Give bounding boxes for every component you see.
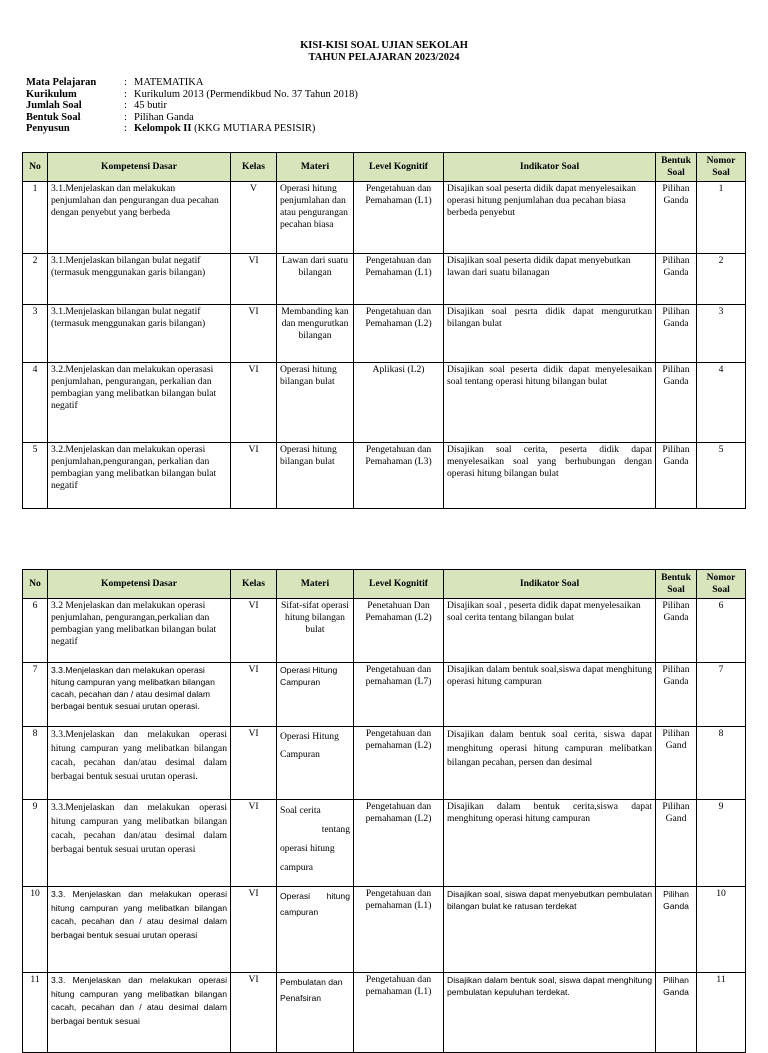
cell-bentuk: Pilihan Gand <box>656 727 697 800</box>
cell-materi: Sifat-sifat operasi hitung bilangan bulat <box>277 599 354 663</box>
cell-kelas: VI <box>231 254 277 305</box>
table-row <box>23 887 746 973</box>
kisi-kisi-table-2 <box>22 569 746 1053</box>
cell-kelas: VI <box>231 800 277 887</box>
cell-level: Pengetahuan dan pemahaman (L1) <box>354 887 444 973</box>
cell-kelas: VI <box>231 973 277 1053</box>
materi-line: tentang <box>321 824 350 835</box>
cell-kd: 3.3.Menjelaskan dan melakukan operasi hitung campuran yang melibatkan bilangan cacah, pecahan dan / atau desimal dalam berbagai bentuk sesuai urutan operasi. <box>48 663 231 727</box>
cell-level: Pengetahuan dan pemahaman (L2) <box>354 727 444 800</box>
column-header: No <box>23 153 48 182</box>
cell-indikator: Disajikan soal cerita, peserta didik dapat menyelesaikan soal yang berhubungan dengan operasi hitung bilangan bulat <box>444 443 656 509</box>
meta-row <box>26 89 358 101</box>
cell-indikator: Disajikan soal, siswa dapat menyebutkan pembulatan bilangan bulat ke ratusan terdekat <box>444 887 656 973</box>
column-header: Level Kognitif <box>354 570 444 599</box>
document-title: KISI-KISI SOAL UJIAN SEKOLAH <box>300 40 468 51</box>
cell-nomor: 8 <box>697 727 746 800</box>
meta-row <box>26 123 358 135</box>
cell-nomor: 2 <box>697 254 746 305</box>
table-row <box>23 254 746 305</box>
column-header: Level Kognitif <box>354 153 444 182</box>
cell-no: 10 <box>23 887 48 973</box>
kisi-kisi-table-1 <box>22 152 746 509</box>
cell-bentuk: Pilihan Ganda <box>656 973 697 1053</box>
meta-value: 45 butir <box>134 100 167 111</box>
cell-level: Pengetahuan dan Pemahaman (L2) <box>354 305 444 363</box>
table-row <box>23 305 746 363</box>
cell-no: 7 <box>23 663 48 727</box>
meta-value-bold: Kelompok II <box>134 123 192 134</box>
cell-materi: Operasi hitung campuran <box>277 887 354 973</box>
cell-bentuk: Pilihan Ganda <box>656 182 697 254</box>
cell-kelas: VI <box>231 443 277 509</box>
document-subtitle: TAHUN PELAJARAN 2023/2024 <box>308 52 460 63</box>
meta-sep: : <box>124 77 127 88</box>
cell-no: 8 <box>23 727 48 800</box>
cell-indikator: Disajikan soal pesrta didik dapat mengurutkan bilangan bulat <box>444 305 656 363</box>
table-row <box>23 182 746 254</box>
meta-value: Kurikulum 2013 (Permendikbud No. 37 Tahun 2018) <box>134 88 358 100</box>
meta-row <box>26 112 358 124</box>
cell-kelas: VI <box>231 599 277 663</box>
materi-line: Soal cerita <box>280 805 321 816</box>
cell-materi: Membanding kan dan mengurutkan bilangan <box>277 305 354 363</box>
cell-nomor: 7 <box>697 663 746 727</box>
column-header: Kompetensi Dasar <box>48 570 231 599</box>
cell-nomor: 5 <box>697 443 746 509</box>
cell-nomor: 10 <box>697 887 746 973</box>
cell-kd: 3.2.Menjelaskan dan melakukan operasasi penjumlahan, pengurangan, perkalian dan pembagian yang melibatkan bilangan bulat negatif <box>48 363 231 443</box>
table-header-row <box>23 153 746 182</box>
cell-kelas: VI <box>231 663 277 727</box>
cell-bentuk: Pilihan Ganda <box>656 254 697 305</box>
cell-level: Pengetahuan dan pemahaman (L7) <box>354 663 444 727</box>
meta-label: Jumlah Soal <box>26 100 82 111</box>
cell-nomor: 3 <box>697 305 746 363</box>
cell-kelas: V <box>231 182 277 254</box>
cell-kd: 3.3.Menjelaskan dan melakukan operasi hitung campuran yang melibatkan bilangan cacah, pecahan dan/atau desimal dalam berbagai bentuk sesuai urutan operasi <box>48 800 231 887</box>
cell-level: Penetahuan Dan Pemahaman (L2) <box>354 599 444 663</box>
meta-value <box>134 123 315 135</box>
cell-nomor: 11 <box>697 973 746 1053</box>
meta-value-rest: (KKG MUTIARA PESISIR) <box>191 123 316 134</box>
column-header: Bentuk Soal <box>656 570 697 599</box>
cell-materi: Lawan dari suatu bilangan <box>277 254 354 305</box>
cell-nomor: 9 <box>697 800 746 887</box>
cell-indikator: Disajikan dalam bentuk soal cerita, siswa dapat menghitung operasi hitung campuran melibatkan bilangan pecahan, persen dan desimal <box>444 727 656 800</box>
materi-line: operasi hitung <box>280 843 335 854</box>
cell-nomor: 4 <box>697 363 746 443</box>
column-header: Materi <box>277 570 354 599</box>
cell-indikator: Disajikan dalam bentuk soal,siswa dapat menghitung operasi hitung campuran <box>444 663 656 727</box>
materi-line: campura <box>280 862 314 873</box>
cell-no: 4 <box>23 363 48 443</box>
cell-no: 6 <box>23 599 48 663</box>
cell-indikator: Disajikan dalam bentuk soal, siswa dapat menghitung pembulatan kepuluhan terdekat. <box>444 973 656 1053</box>
table-row <box>23 663 746 727</box>
cell-kd: 3.1.Menjelaskan dan melakukan penjumlahan dan pengurangan dua pecahan dengan penyebut yang berbeda <box>48 182 231 254</box>
column-header: Bentuk Soal <box>656 153 697 182</box>
cell-kd: 3.3. Menjelaskan dan melakukan operasi hitung campuran yang melibatkan bilangan cacah, pecahan dan / atau desimal dalam berbagai bentuk sesuai urutan operasi <box>48 887 231 973</box>
cell-materi: Operasi hitung bilangan bulat <box>277 443 354 509</box>
cell-materi: Operasi Hitung Campuran <box>277 727 354 800</box>
cell-level: Pengetahuan dan pemahaman (L2) <box>354 800 444 887</box>
cell-nomor: 1 <box>697 182 746 254</box>
table-row <box>23 363 746 443</box>
cell-materi: Pembulatan dan Penafsiran <box>277 973 354 1053</box>
cell-indikator: Disajikan soal peserta didik dapat menyebutkan lawan dari suatu bilanagan <box>444 254 656 305</box>
cell-kd: 3.2 Menjelaskan dan melakukan operasi penjumlahan, pengurangan,perkalian dan pembagian yang melibatkan bilangan bulat negatif <box>48 599 231 663</box>
cell-kd: 3.3.Menjelaskan dan melakukan operasi hitung campuran yang melibatkan bilangan cacah, pecahan dan/atau desimal dalam berbagai bentuk sesuai urutan operasi. <box>48 727 231 800</box>
cell-no: 11 <box>23 973 48 1053</box>
cell-bentuk: Pilihan Ganda <box>656 599 697 663</box>
cell-materi: Operasi Hitung Campuran <box>277 663 354 727</box>
cell-indikator: Disajikan dalam bentuk cerita,siswa dapat menghitung operasi hitung campuran <box>444 800 656 887</box>
cell-no: 5 <box>23 443 48 509</box>
cell-level: Pengetahuan dan pemahaman (L1) <box>354 973 444 1053</box>
column-header: Indikator Soal <box>444 570 656 599</box>
cell-kd: 3.3. Menjelaskan dan melakukan operasi hitung campuran yang melibatkan bilangan cacah, pecahan dan / atau desimal dalam berbagai bentuk sesuai <box>48 973 231 1053</box>
cell-materi: Operasi hitung penjumlahan dan atau pengurangan pecahan biasa <box>277 182 354 254</box>
cell-materi <box>277 800 354 887</box>
cell-bentuk: Pilihan Ganda <box>656 305 697 363</box>
cell-kelas: VI <box>231 727 277 800</box>
meta-label: Mata Pelajaran <box>26 77 97 88</box>
cell-level: Pengetahuan dan Pemahaman (L1) <box>354 254 444 305</box>
column-header: Nomor Soal <box>697 153 746 182</box>
meta-value: Pilihan Ganda <box>134 111 194 123</box>
column-header: Nomor Soal <box>697 570 746 599</box>
cell-bentuk: Pilihan Ganda <box>656 887 697 973</box>
table-row <box>23 800 746 887</box>
meta-sep: : <box>124 100 127 111</box>
meta-row <box>26 100 358 112</box>
meta-sep: : <box>124 123 127 134</box>
column-header: Kelas <box>231 570 277 599</box>
cell-indikator: Disajikan soal peserta didik dapat menyelesaikan soal tentang operasi hitung bilangan bulat <box>444 363 656 443</box>
table-header-row <box>23 570 746 599</box>
cell-no: 2 <box>23 254 48 305</box>
table-row <box>23 599 746 663</box>
cell-indikator: Disajikan soal peserta didik dapat menyelesaikan operasi hitung penjumlahan dua pecahan biasa berbeda penyebut <box>444 182 656 254</box>
cell-no: 9 <box>23 800 48 887</box>
cell-no: 1 <box>23 182 48 254</box>
column-header: Kompetensi Dasar <box>48 153 231 182</box>
meta-value: MATEMATIKA <box>134 77 204 88</box>
cell-bentuk: Pilihan Ganda <box>656 443 697 509</box>
table-row <box>23 727 746 800</box>
meta-row <box>26 77 358 89</box>
cell-kelas: VI <box>231 887 277 973</box>
cell-no: 3 <box>23 305 48 363</box>
cell-indikator: Disajikan soal , peserta didik dapat menyelesaikan soal cerita tentang bilangan bulat <box>444 599 656 663</box>
cell-nomor: 6 <box>697 599 746 663</box>
meta-label: Penyusun <box>26 123 70 134</box>
cell-kd: 3.2.Menjelaskan dan melakukan operasi penjumlahan,pengurangan, perkalian dan pembagian yang melibatkan bilangan bulat negatif <box>48 443 231 509</box>
cell-materi: Operasi hitung bilangan bulat <box>277 363 354 443</box>
meta-sep: : <box>124 111 127 123</box>
cell-kd: 3.1.Menjelaskan bilangan bulat negatif (termasuk menggunakan garis bilangan) <box>48 305 231 363</box>
cell-kelas: VI <box>231 305 277 363</box>
cell-bentuk: Pilihan Ganda <box>656 663 697 727</box>
column-header: No <box>23 570 48 599</box>
column-header: Materi <box>277 153 354 182</box>
cell-level: Pengetahuan dan Pemahaman (L1) <box>354 182 444 254</box>
cell-kelas: VI <box>231 363 277 443</box>
column-header: Indikator Soal <box>444 153 656 182</box>
meta-label: Bentuk Soal <box>26 111 81 123</box>
meta-label: Kurikulum <box>26 88 77 100</box>
cell-level: Pengetahuan dan Pemahaman (L3) <box>354 443 444 509</box>
meta-block <box>26 77 358 135</box>
cell-bentuk: Pilihan Ganda <box>656 363 697 443</box>
cell-kd: 3.1.Menjelaskan bilangan bulat negatif (termasuk menggunakan garis bilangan) <box>48 254 231 305</box>
cell-level: Aplikasi (L2) <box>354 363 444 443</box>
meta-sep: : <box>124 88 127 100</box>
table-row <box>23 443 746 509</box>
table-row <box>23 973 746 1053</box>
column-header: Kelas <box>231 153 277 182</box>
cell-bentuk: Pilihan Gand <box>656 800 697 887</box>
